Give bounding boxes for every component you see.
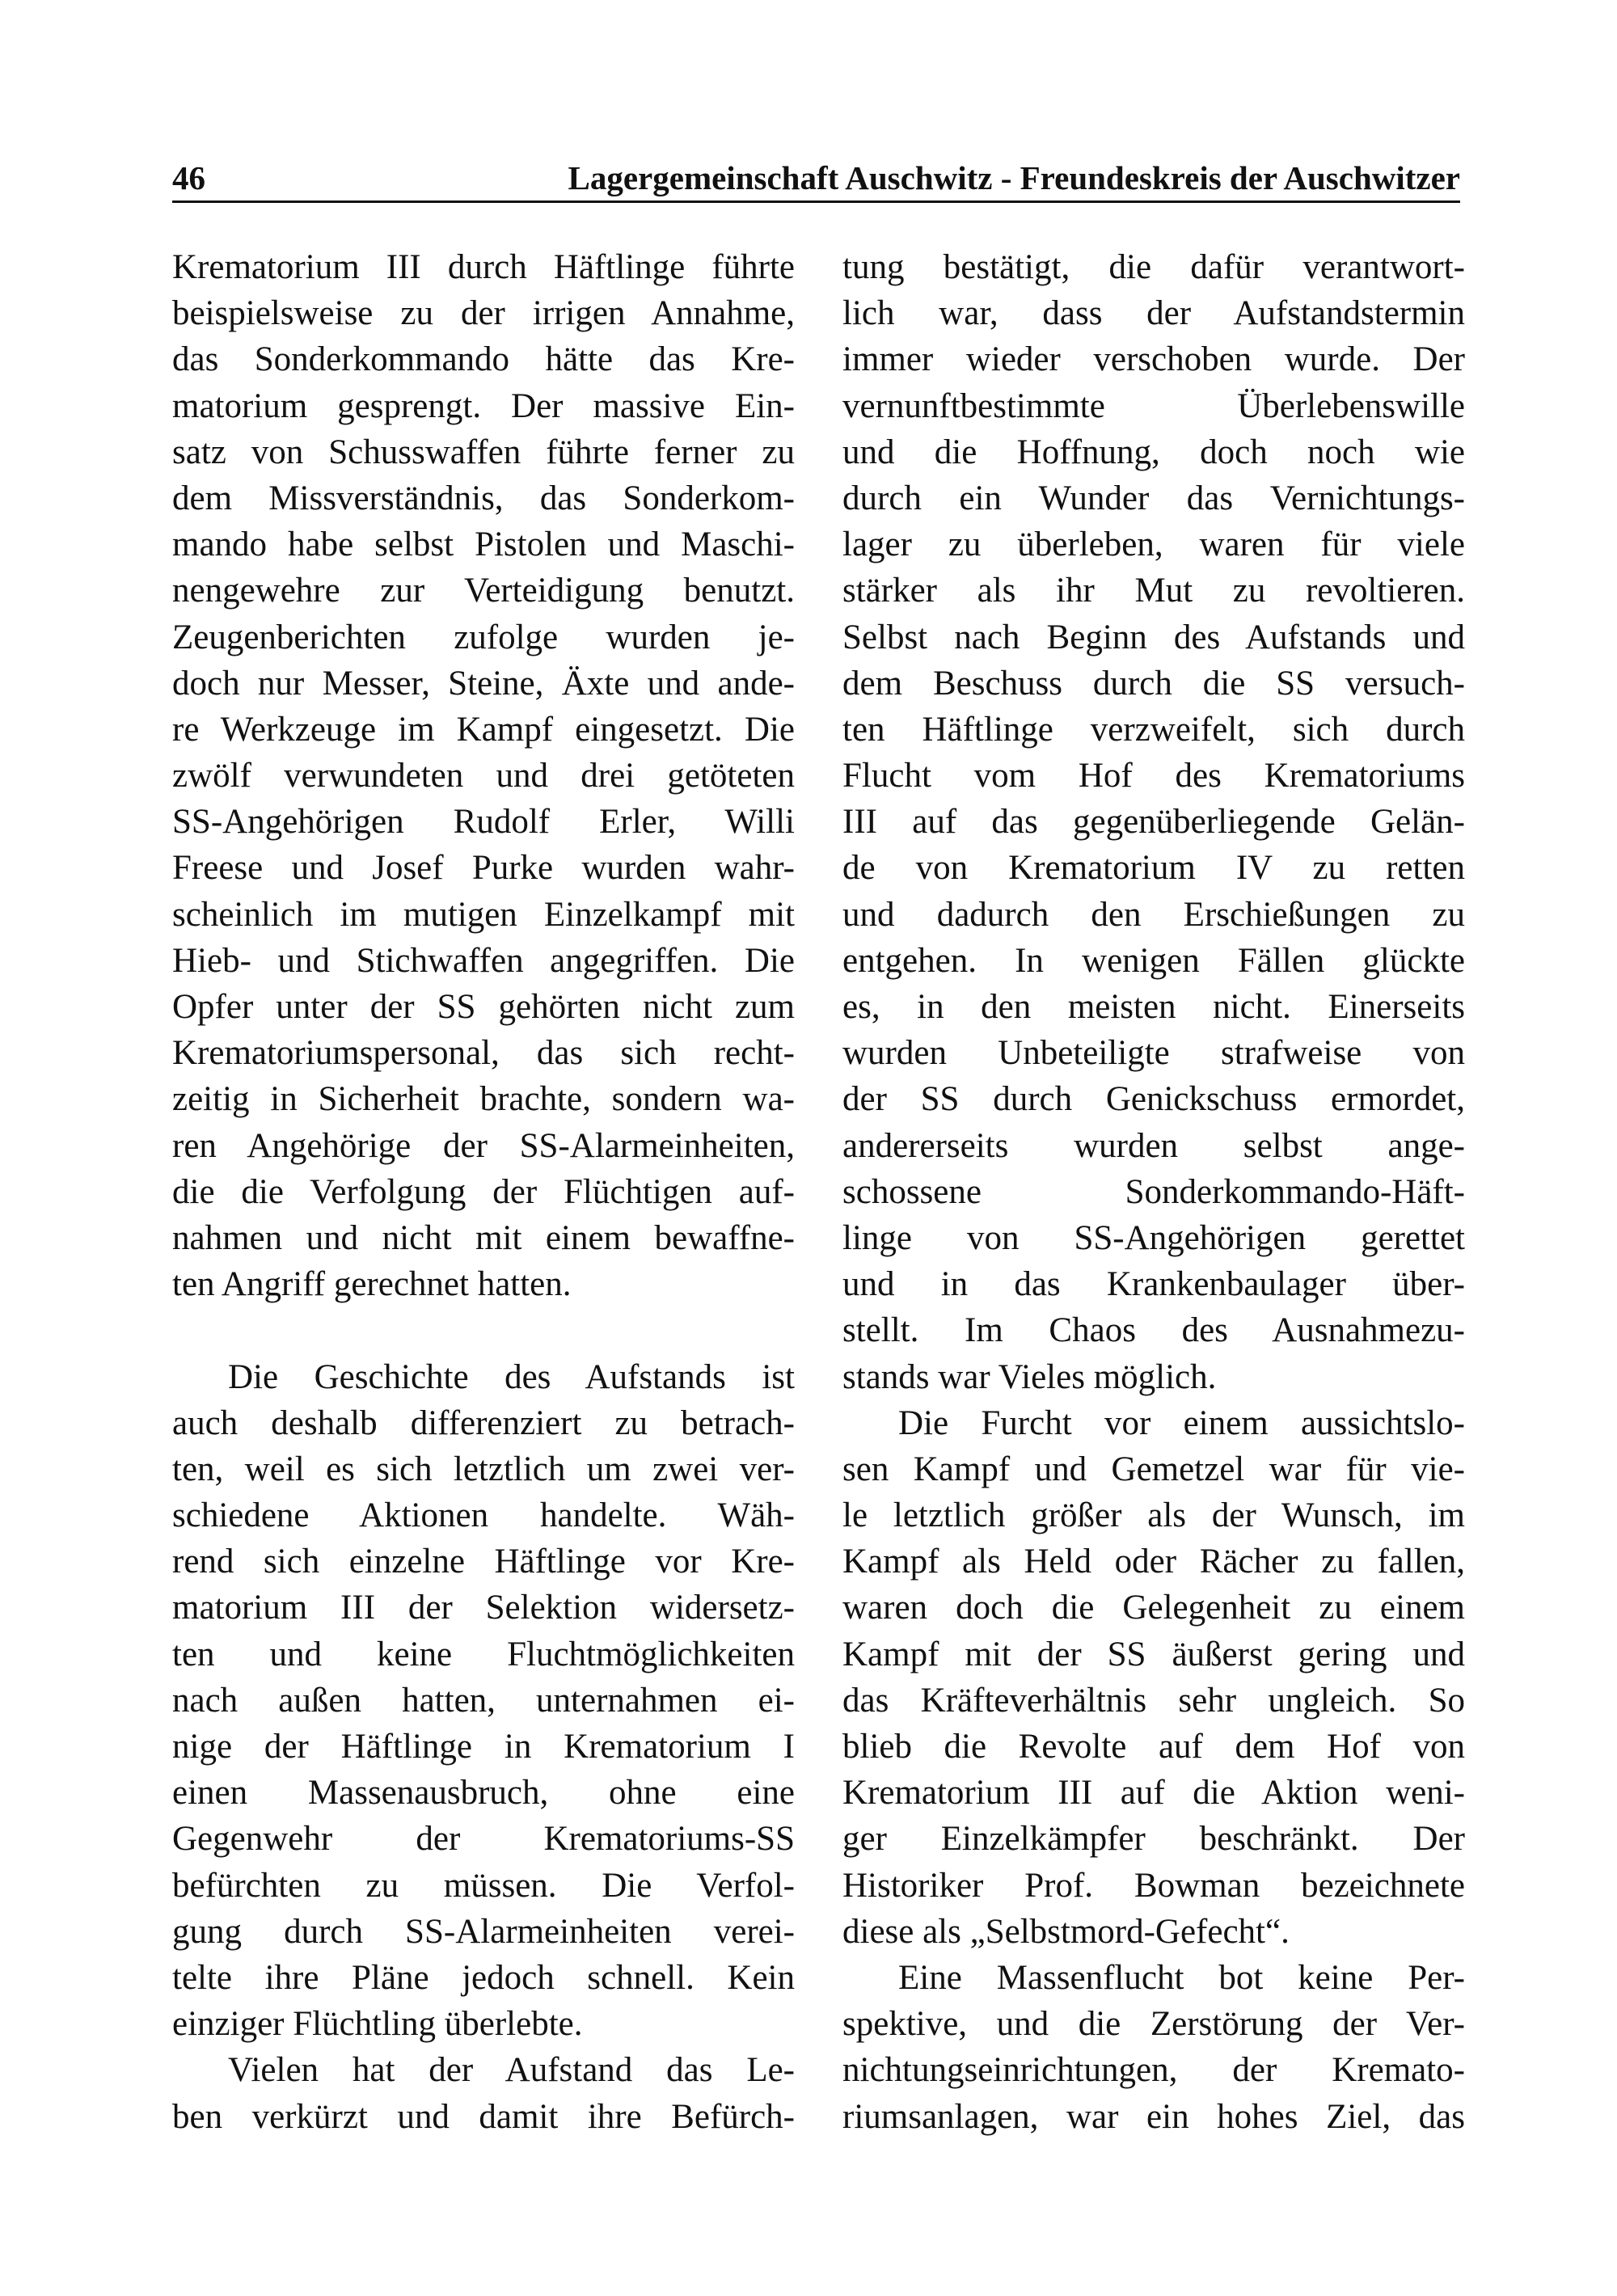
text-line: das Sonderkommando hätte das Kre- <box>172 340 795 379</box>
text-line: gung durch SS-Alarmeinheiten verei- <box>172 1912 795 1951</box>
text-line: dem Missverständnis, das Sonderkom- <box>172 479 795 517</box>
right-text-column <box>842 244 1465 2140</box>
text-line: Kampf als Held oder Rächer zu fallen, <box>842 1543 1465 1581</box>
text-line: scheinlich im mutigen Einzelkampf mit <box>172 895 795 934</box>
text-line: stellt. Im Chaos des Ausnahmezu- <box>842 1311 1465 1350</box>
text-line: matorium III der Selektion widersetz- <box>172 1589 795 1627</box>
text-line: rend sich einzelne Häftlinge vor Kre- <box>172 1543 795 1581</box>
text-line: nengewehre zur Verteidigung benutzt. <box>172 572 795 610</box>
text-line: wurden Unbeteiligte strafweise von <box>842 1034 1465 1073</box>
text-line: telte ihre Pläne jedoch schnell. Kein <box>172 1958 795 1997</box>
text-line: nahmen und nicht mit einem bewaffne- <box>172 1218 795 1257</box>
text-line: Die Furcht vor einem aussichtslo- <box>898 1403 1465 1442</box>
text-line: andererseits wurden selbst ange- <box>842 1126 1465 1165</box>
text-line: und die Hoffnung, doch noch wie <box>842 433 1465 471</box>
text-line: Kampf mit der SS äußerst gering und <box>842 1635 1465 1673</box>
text-line: es, in den meisten nicht. Einerseits <box>842 988 1465 1026</box>
text-line: de von Krematorium IV zu retten <box>842 849 1465 888</box>
text-line: ten, weil es sich letztlich um zwei ver- <box>172 1450 795 1488</box>
text-line: Historiker Prof. Bowman bezeichnete <box>842 1866 1465 1905</box>
text-line: Die Geschichte des Aufstands ist <box>228 1357 795 1396</box>
text-line: mando habe selbst Pistolen und Maschi- <box>172 525 795 564</box>
text-line: und in das Krankenbaulager über- <box>842 1265 1465 1304</box>
text-line: blieb die Revolte auf dem Hof von <box>842 1728 1465 1766</box>
text-line: beispielsweise zu der irrigen Annahme, <box>172 294 795 333</box>
text-line: ten Häftlinge verzweifelt, sich durch <box>842 710 1465 749</box>
text-line: ger Einzelkämpfer beschränkt. Der <box>842 1820 1465 1859</box>
text-line: lager zu überleben, waren für viele <box>842 525 1465 564</box>
text-line: lich war, dass der Aufstandstermin <box>842 294 1465 333</box>
text-line: die die Verfolgung der Flüchtigen auf- <box>172 1172 795 1211</box>
text-line: nichtungseinrichtungen, der Kremato- <box>842 2051 1465 2090</box>
text-line: Opfer unter der SS gehörten nicht zum <box>172 988 795 1026</box>
text-line: durch ein Wunder das Vernichtungs- <box>842 479 1465 517</box>
text-line: schossene Sonderkommando-Häft- <box>842 1172 1465 1211</box>
text-line: doch nur Messer, Steine, Äxte und ande- <box>172 664 795 703</box>
text-line: ren Angehörige der SS-Alarmeinheiten, <box>172 1126 795 1165</box>
text-line: befürchten zu müssen. Die Verfol- <box>172 1866 795 1905</box>
text-line: Hieb- und Stichwaffen angegriffen. Die <box>172 941 795 980</box>
text-line: re Werkzeuge im Kampf eingesetzt. Die <box>172 710 795 749</box>
text-line: Freese und Josef Purke wurden wahr- <box>172 849 795 888</box>
text-line: und dadurch den Erschießungen zu <box>842 895 1465 934</box>
text-line: einziger Flüchtling überlebte. <box>172 2005 583 2044</box>
text-line: zwölf verwundeten und drei getöteten <box>172 757 795 796</box>
text-line: Krematorium III auf die Aktion weni- <box>842 1774 1465 1813</box>
text-line: SS-Angehörigen Rudolf Erler, Willi <box>172 803 795 842</box>
text-line: nige der Häftlinge in Krematorium I <box>172 1728 795 1766</box>
text-line: vernunftbestimmte Überlebenswille <box>842 386 1465 425</box>
text-line: le letztlich größer als der Wunsch, im <box>842 1496 1465 1535</box>
text-line: tung bestätigt, die dafür verantwort- <box>842 248 1465 286</box>
text-line: ten und keine Fluchtmöglichkeiten <box>172 1635 795 1673</box>
text-line: Eine Massenflucht bot keine Per- <box>898 1958 1465 1997</box>
text-line: spektive, und die Zerstörung der Ver- <box>842 2005 1465 2044</box>
running-title: Lagergemeinschaft Auschwitz - Freundeskreis der Auschwitzer <box>568 159 1460 196</box>
text-line: dem Beschuss durch die SS versuch- <box>842 664 1465 703</box>
text-line: immer wieder verschoben wurde. Der <box>842 340 1465 379</box>
text-line: Gegenwehr der Krematoriums-SS <box>172 1820 795 1859</box>
text-line: riumsanlagen, war ein hohes Ziel, das <box>842 2097 1465 2136</box>
text-line: das Kräfteverhältnis sehr ungleich. So <box>842 1681 1465 1720</box>
text-line: Selbst nach Beginn des Aufstands und <box>842 618 1465 656</box>
text-line: III auf das gegenüberliegende Gelän- <box>842 803 1465 842</box>
text-line: Zeugenberichten zufolge wurden je- <box>172 618 795 656</box>
left-text-column <box>172 244 795 2140</box>
text-line: satz von Schusswaffen führte ferner zu <box>172 433 795 471</box>
text-line: ben verkürzt und damit ihre Befürch- <box>172 2097 795 2136</box>
text-line: zeitig in Sicherheit brachte, sondern wa- <box>172 1080 795 1119</box>
text-line: waren doch die Gelegenheit zu einem <box>842 1589 1465 1627</box>
text-line: entgehen. In wenigen Fällen glückte <box>842 941 1465 980</box>
text-line: Krematorium III durch Häftlinge führte <box>172 248 795 286</box>
text-line: diese als „Selbstmord-Gefecht“. <box>842 1912 1290 1951</box>
page-number: 46 <box>172 159 205 196</box>
text-line: nach außen hatten, unternahmen ei- <box>172 1681 795 1720</box>
paragraph-spacer <box>172 1307 795 1353</box>
text-line: Flucht vom Hof des Krematoriums <box>842 757 1465 796</box>
text-line: matorium gesprengt. Der massive Ein- <box>172 386 795 425</box>
text-line: Krematoriumspersonal, das sich recht- <box>172 1034 795 1073</box>
text-line: linge von SS-Angehörigen gerettet <box>842 1218 1465 1257</box>
text-line: der SS durch Genickschuss ermordet, <box>842 1080 1465 1119</box>
text-line: einen Massenausbruch, ohne eine <box>172 1774 795 1813</box>
text-line: ten Angriff gerechnet hatten. <box>172 1265 572 1304</box>
text-line: schiedene Aktionen handelte. Wäh- <box>172 1496 795 1535</box>
text-line: Vielen hat der Aufstand das Le- <box>228 2051 795 2090</box>
text-line: sen Kampf und Gemetzel war für vie- <box>842 1450 1465 1488</box>
text-line: stands war Vieles möglich. <box>842 1357 1217 1396</box>
running-head <box>172 155 1460 203</box>
text-line: auch deshalb differenziert zu betrach- <box>172 1403 795 1442</box>
text-line: stärker als ihr Mut zu revoltieren. <box>842 572 1465 610</box>
